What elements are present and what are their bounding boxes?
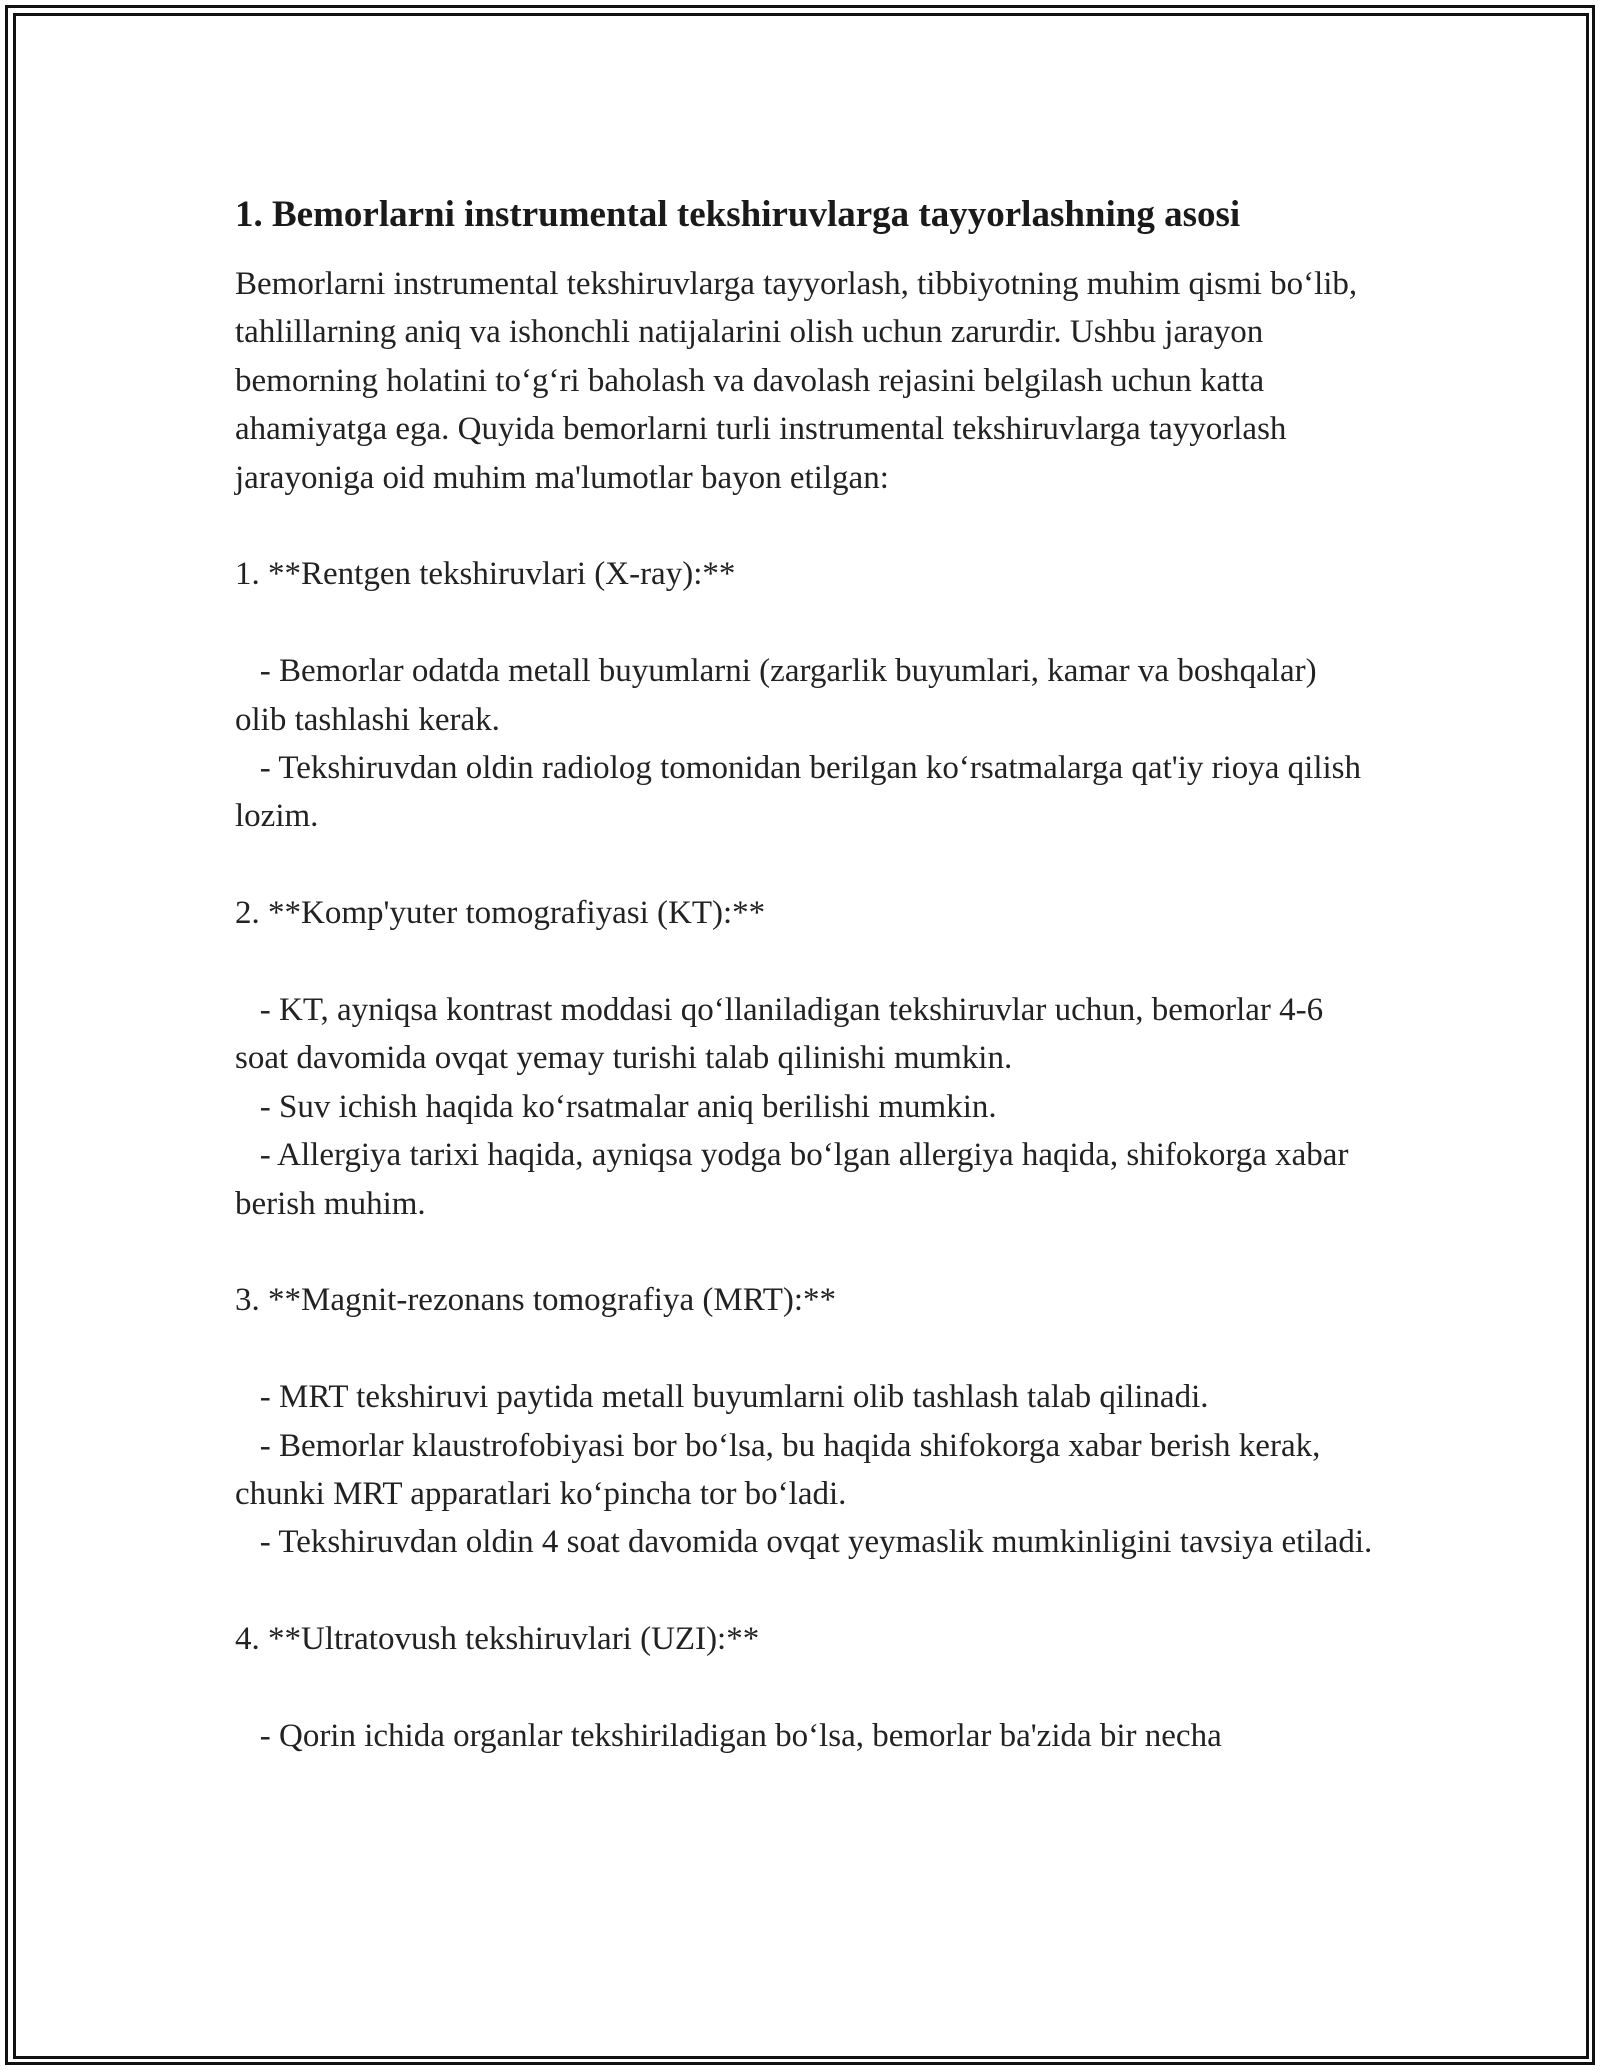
section-heading: 3. **Magnit-rezonans tomografiya (MRT):** — [235, 1282, 837, 1319]
section-uzi — [235, 1615, 1375, 1760]
document-title: 1. Bemorlarni instrumental tekshiruvlarga tayyorlashning asosi — [235, 194, 1241, 235]
list-item: - Suv ichish haqida ko‘rsatmalar aniq berilishi mumkin. — [235, 1088, 997, 1125]
section-kt — [235, 889, 1375, 1228]
section-mrt — [235, 1276, 1375, 1566]
list-item: - Bemorlar klaustrofobiyasi bor bo‘lsa, bu haqida shifokorga xabar berish kerak, chunki MRT apparatlari ko‘pincha tor bo‘ladi. — [235, 1427, 1329, 1513]
list-item: - Bemorlar odatda metall buyumlarni (zargarlik buyumlari, kamar va boshqalar) olib tashlashi kerak. — [235, 653, 1325, 738]
list-item: - MRT tekshiruvi paytida metall buyumlarni olib tashlash talab qilinadi. — [235, 1379, 1209, 1416]
list-item: - Tekshiruvdan oldin radiolog tomonidan berilgan ko‘rsatmalarga qat'iy rioya qilish lozim. — [235, 750, 1370, 835]
list-item: - Qorin ichida organlar tekshiriladigan bo‘lsa, bemorlar ba'zida bir necha — [235, 1718, 1222, 1755]
section-heading: 2. **Komp'yuter tomografiyasi (KT):** — [235, 895, 766, 932]
list-item: - KT, ayniqsa kontrast moddasi qo‘llaniladigan tekshiruvlar uchun, bemorlar 4-6 soat davomida ovqat yemay turishi talab qilinishi mumkin. — [235, 992, 1332, 1077]
list-item: - Allergiya tarixi haqida, ayniqsa yodga bo‘lgan allergiya haqida, shifokorga xabar berish muhim. — [235, 1137, 1357, 1222]
list-item: - Tekshiruvdan oldin 4 soat davomida ovqat yeymaslik mumkinligini tavsiya etiladi. — [235, 1524, 1373, 1561]
section-heading: 4. **Ultratovush tekshiruvlari (UZI):** — [235, 1621, 760, 1658]
section-heading: 1. **Rentgen tekshiruvlari (X-ray):** — [235, 556, 736, 593]
document-page — [235, 188, 1375, 1760]
intro-paragraph: Bemorlarni instrumental tekshiruvlarga tayyorlash, tibbiyotning muhim qismi bo‘lib, tahlillarning aniq va ishonchli natijalarini olish uchun zarurdir. Ushbu jarayon bemorning holatini to‘g‘ri baholash va davolash rejasini belgilash uchun katta ahamiyatga ega. Quyida bemorlarni turli instrumental tekshiruvlarga tayyorlash jarayoniga oid muhim ma'lumotlar bayon etilgan: — [235, 266, 1366, 496]
section-xray — [235, 550, 1375, 840]
